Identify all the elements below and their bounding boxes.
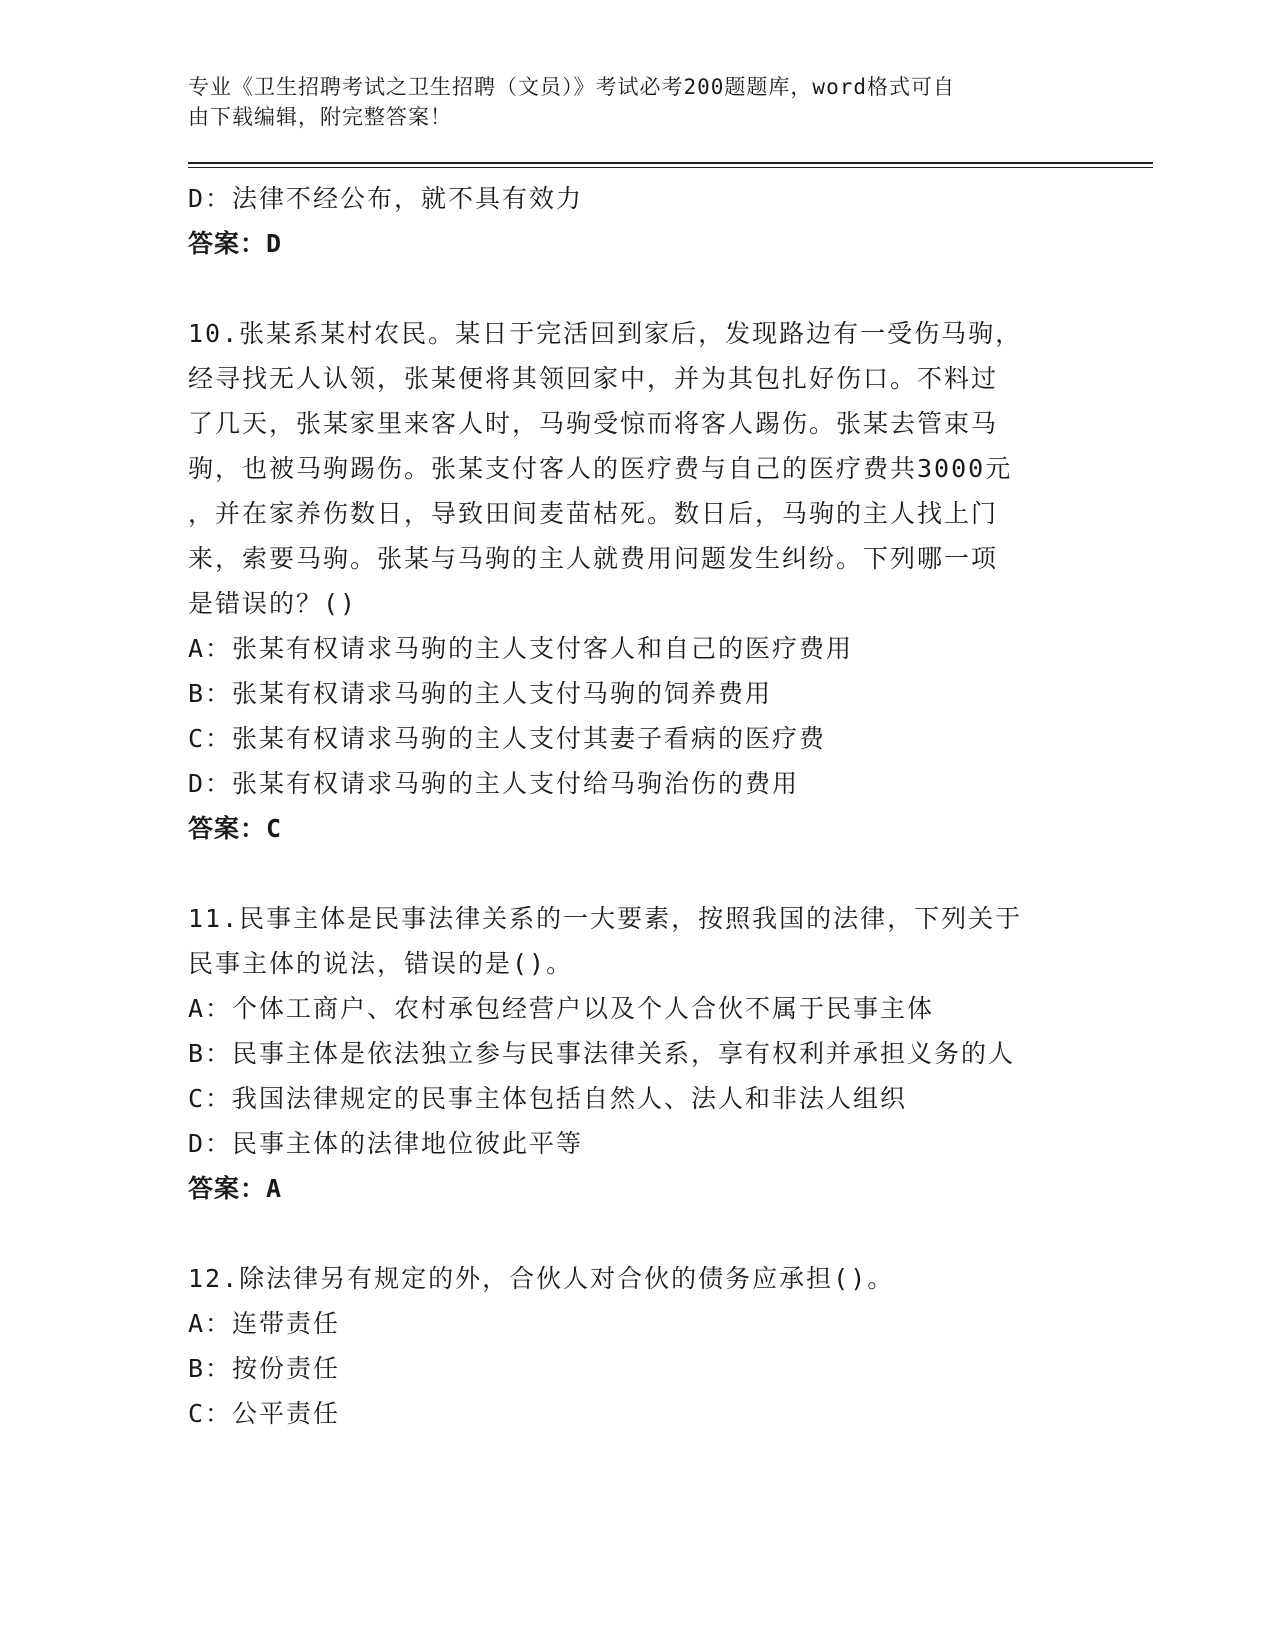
option-d: D：张某有权请求马驹的主人支付给马驹治伤的费用 bbox=[188, 769, 800, 798]
option-a: A：张某有权请求马驹的主人支付客人和自己的医疗费用 bbox=[188, 634, 854, 663]
answer-label: 答案：C bbox=[188, 814, 283, 843]
spacer bbox=[188, 266, 1153, 311]
question-text: 12.除法律另有规定的外，合伙人对合伙的债务应承担()。 bbox=[188, 1264, 895, 1293]
question-10 bbox=[188, 311, 1153, 851]
option-a: A：个体工商户、农村承包经营户以及个人合伙不属于民事主体 bbox=[188, 994, 935, 1023]
option-c: C：张某有权请求马驹的主人支付其妻子看病的医疗费 bbox=[188, 724, 827, 753]
header-divider bbox=[188, 162, 1153, 168]
question-text: 经寻找无人认领，张某便将其领回家中，并为其包扎好伤口。不料过 bbox=[188, 364, 999, 393]
question-text: 来，索要马驹。张某与马驹的主人就费用问题发生纠纷。下列哪一项 bbox=[188, 544, 999, 573]
answer-label: 答案：A bbox=[188, 1174, 283, 1203]
previous-question-tail bbox=[188, 176, 1153, 266]
question-text: ，并在家养伤数日，导致田间麦苗枯死。数日后，马驹的主人找上门 bbox=[188, 499, 999, 528]
header-line: 由下载编辑，附完整答案！ bbox=[188, 105, 452, 129]
header-line: 专业《卫生招聘考试之卫生招聘（文员）》考试必考200题题库，word格式可自 bbox=[188, 75, 955, 99]
option-b: B：张某有权请求马驹的主人支付马驹的饲养费用 bbox=[188, 679, 773, 708]
option-b: B：按份责任 bbox=[188, 1354, 341, 1383]
option-a: A：连带责任 bbox=[188, 1309, 341, 1338]
question-text: 10.张某系某村农民。某日于完活回到家后，发现路边有一受伤马驹， bbox=[188, 319, 1023, 348]
option-b: B：民事主体是依法独立参与民事法律关系，享有权利并承担义务的人 bbox=[188, 1039, 1016, 1068]
question-text: 民事主体的说法，错误的是()。 bbox=[188, 949, 574, 978]
question-text: 驹，也被马驹踢伤。张某支付客人的医疗费与自己的医疗费共3000元 bbox=[188, 454, 1013, 483]
question-text: 11.民事主体是民事法律关系的一大要素，按照我国的法律，下列关于 bbox=[188, 904, 1023, 933]
spacer bbox=[188, 851, 1153, 896]
question-12 bbox=[188, 1256, 1153, 1436]
answer-label: 答案：D bbox=[188, 229, 283, 258]
option-c: C：我国法律规定的民事主体包括自然人、法人和非法人组织 bbox=[188, 1084, 908, 1113]
document-header bbox=[188, 72, 1153, 132]
question-text: 是错误的？() bbox=[188, 589, 358, 618]
document-page bbox=[188, 72, 1153, 1436]
option-d: D：民事主体的法律地位彼此平等 bbox=[188, 1129, 584, 1158]
question-11 bbox=[188, 896, 1153, 1211]
option-c: C：公平责任 bbox=[188, 1399, 341, 1428]
option-d: D：法律不经公布，就不具有效力 bbox=[188, 184, 584, 213]
question-text: 了几天，张某家里来客人时，马驹受惊而将客人踢伤。张某去管束马 bbox=[188, 409, 999, 438]
spacer bbox=[188, 1211, 1153, 1256]
